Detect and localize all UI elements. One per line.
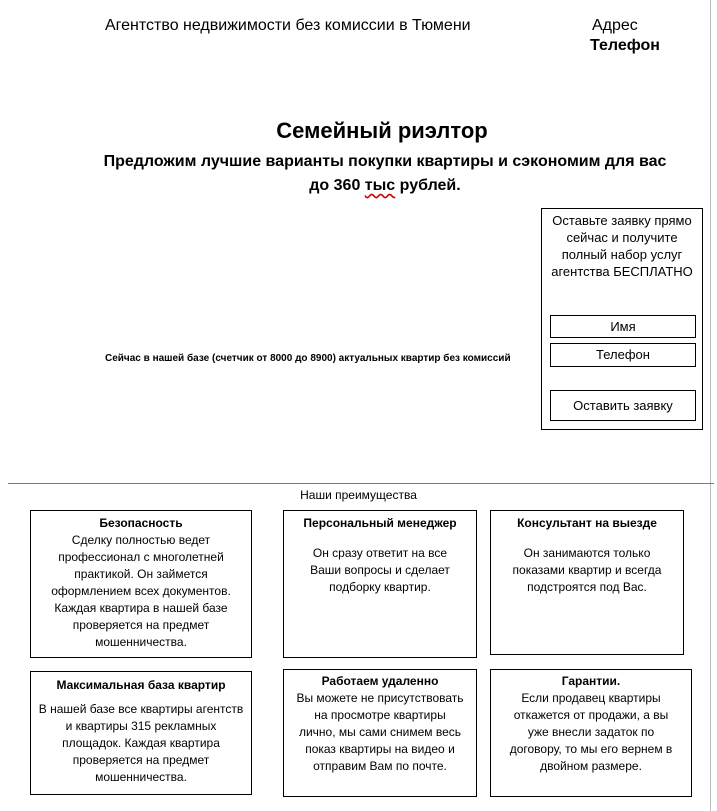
section-divider: [8, 483, 714, 484]
card-title: Максимальная база квартир: [56, 678, 226, 692]
card-body: Он сразу ответит на все Ваши вопросы и сделает подборку квартир.: [310, 546, 450, 594]
subtitle-text-1: Предложим лучшие варианты покупки квартиры и сэкономим для вас до 360: [103, 153, 667, 194]
advantage-card-remote: [283, 669, 477, 797]
card-body: Он занимаются только показами квартир и всегда подстроятся под Вас.: [512, 546, 662, 594]
form-intro: Оставьте заявку прямо сейчас и получите полный набор услуг агентства БЕСПЛАТНО: [551, 213, 693, 279]
apartment-counter-text: Сейчас в нашей базе (счетчик от 8000 до 8900) актуальных квартир без комиссий: [105, 353, 511, 364]
hero-subtitle: [100, 150, 670, 198]
advantage-card-consultant: [490, 510, 684, 655]
submit-request-button[interactable]: Оставить заявку: [550, 390, 696, 421]
name-field[interactable]: Имя: [550, 315, 696, 338]
advantage-card-database: [30, 671, 252, 795]
request-form: [541, 208, 703, 430]
card-body: Сделку полностью ведет профессионал с многолетней практикой. Он займется оформлением всех документов. Каждая квартира в нашей базе проверяется на предмет мошенничества.: [51, 533, 231, 649]
card-title: Работаем удаленно: [321, 674, 439, 688]
address-label: Адрес: [592, 17, 638, 34]
advantage-card-guarantees: [490, 669, 692, 797]
agency-tagline: Агентство недвижимости без комиссии в Тюмени: [105, 17, 471, 34]
card-title: Консультант на выезде: [517, 516, 657, 530]
subtitle-text-2: рублей.: [395, 177, 461, 194]
advantages-heading: Наши преимущества: [300, 488, 417, 502]
advantage-card-manager: [283, 510, 477, 658]
card-title: Безопасность: [99, 516, 183, 530]
phone-label: Телефон: [590, 37, 660, 54]
card-body: Если продавец квартиры откажется от продажи, а вы уже внесли задаток по договору, то мы его вернем в двойном размере.: [509, 691, 673, 773]
card-title: Гарантии.: [561, 674, 621, 688]
page-title: Семейный риэлтор: [276, 118, 488, 143]
card-body: В нашей базе все квартиры агентств и квартиры 315 рекламных площадок. Каждая квартира проверяется на предмет мошенничества.: [38, 702, 244, 784]
subtitle-underlined-word: тыс: [364, 177, 396, 194]
card-body: Вы можете не присутствовать на просмотре квартиры лично, мы сами снимем весь показ квартиры на видео и отправим Вам по почте.: [296, 691, 464, 773]
phone-field[interactable]: Телефон: [550, 343, 696, 367]
card-title: Персональный менеджер: [303, 516, 457, 530]
advantage-card-security: [30, 510, 252, 658]
